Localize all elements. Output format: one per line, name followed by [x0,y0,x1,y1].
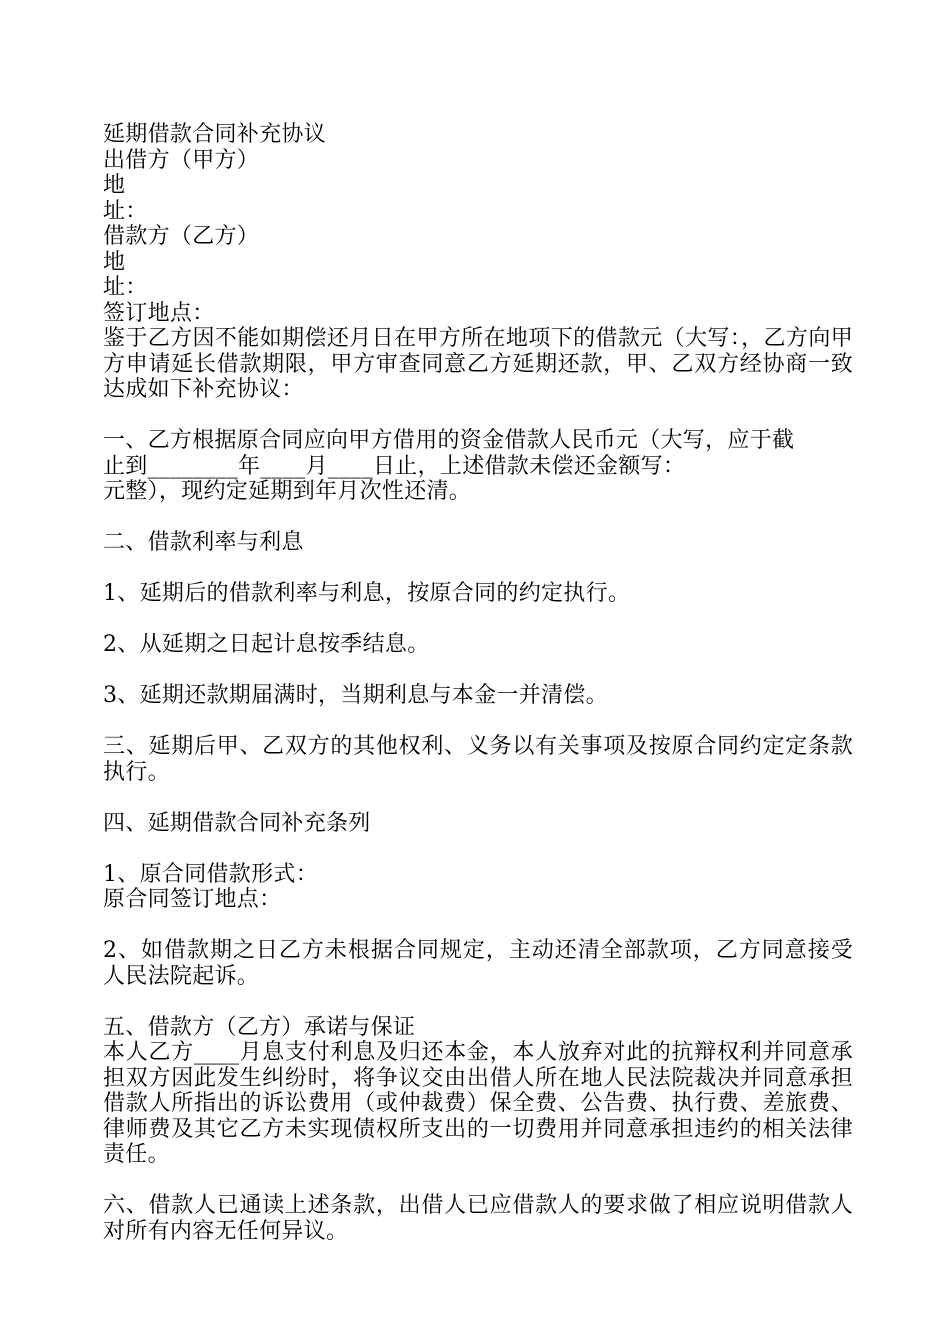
section-6-paragraph: 六、借款人已通读上述条款，出借人已应借款人的要求做了相应说明借款人对所有内容无任何异议。 [103,1193,853,1244]
document-title: 延期借款合同补充协议 [103,122,327,147]
lender-address-label-2: 址： [103,198,148,224]
section-5-body: 本人乙方____月息支付利息及归还本金，本人放弃对此的抗辩权利并同意承担双方因此发生纠纷时，将争议交由出借人所在地人民法院裁决并同意承担借款人所指出的诉讼费用（或仲裁费）保全费、公告费、执行费、差旅费、律师费及其它乙方未实现债权所支出的一切费用并同意承担违约的相关法律责任。 [103,1040,853,1167]
lender-address-label-1: 地 [103,173,126,198]
intro-paragraph: 鉴于乙方因不能如期偿还月日在甲方所在地项下的借款元（大写：，乙方向甲方申请延长借款期限，甲方审查同意乙方延期还款，甲、乙双方经协商一致达成如下补充协议： [103,326,853,402]
lender-label: 出借方（甲方） [103,147,260,173]
borrower-address-label-2: 址： [103,275,148,300]
section-4-item-1b: 原合同签订地点： [103,887,282,912]
borrower-address-label-1: 地 [103,249,126,275]
section-5-title: 五、借款方（乙方）承诺与保证 [103,1014,416,1040]
sign-place-label: 签订地点： [103,300,215,326]
section-1-line-3: 元整），现约定延期到年月次性还清。 [103,479,472,504]
section-2-title: 二、借款利率与利息 [103,530,304,555]
section-4-title: 四、延期借款合同补充条列 [103,810,371,836]
document-body [103,122,853,1244]
section-4-item-1a: 1、原合同借款形式： [103,861,318,887]
section-4-item-2: 2、如借款期之日乙方未根据合同规定，主动还清全部款项，乙方同意接受人民法院起诉。 [103,938,853,989]
section-1-line-1: 一、乙方根据原合同应向甲方借用的资金借款人民币元（大写，应于截 [103,428,795,453]
section-2-item-3: 3、延期还款期届满时，当期利息与本金一并清偿。 [103,683,608,708]
borrower-label: 借款方（乙方） [103,224,260,249]
section-2-item-1: 1、延期后的借款利率与利息，按原合同的约定执行。 [103,581,631,606]
section-3-paragraph: 三、延期后甲、乙双方的其他权利、义务以有关事项及按原合同约定定条款执行。 [103,734,853,785]
section-2-item-2: 2、从延期之日起计息按季结息。 [103,632,430,657]
section-1-line-2: 止到________年____月____日止，上述借款未偿还金额写： [103,453,686,479]
